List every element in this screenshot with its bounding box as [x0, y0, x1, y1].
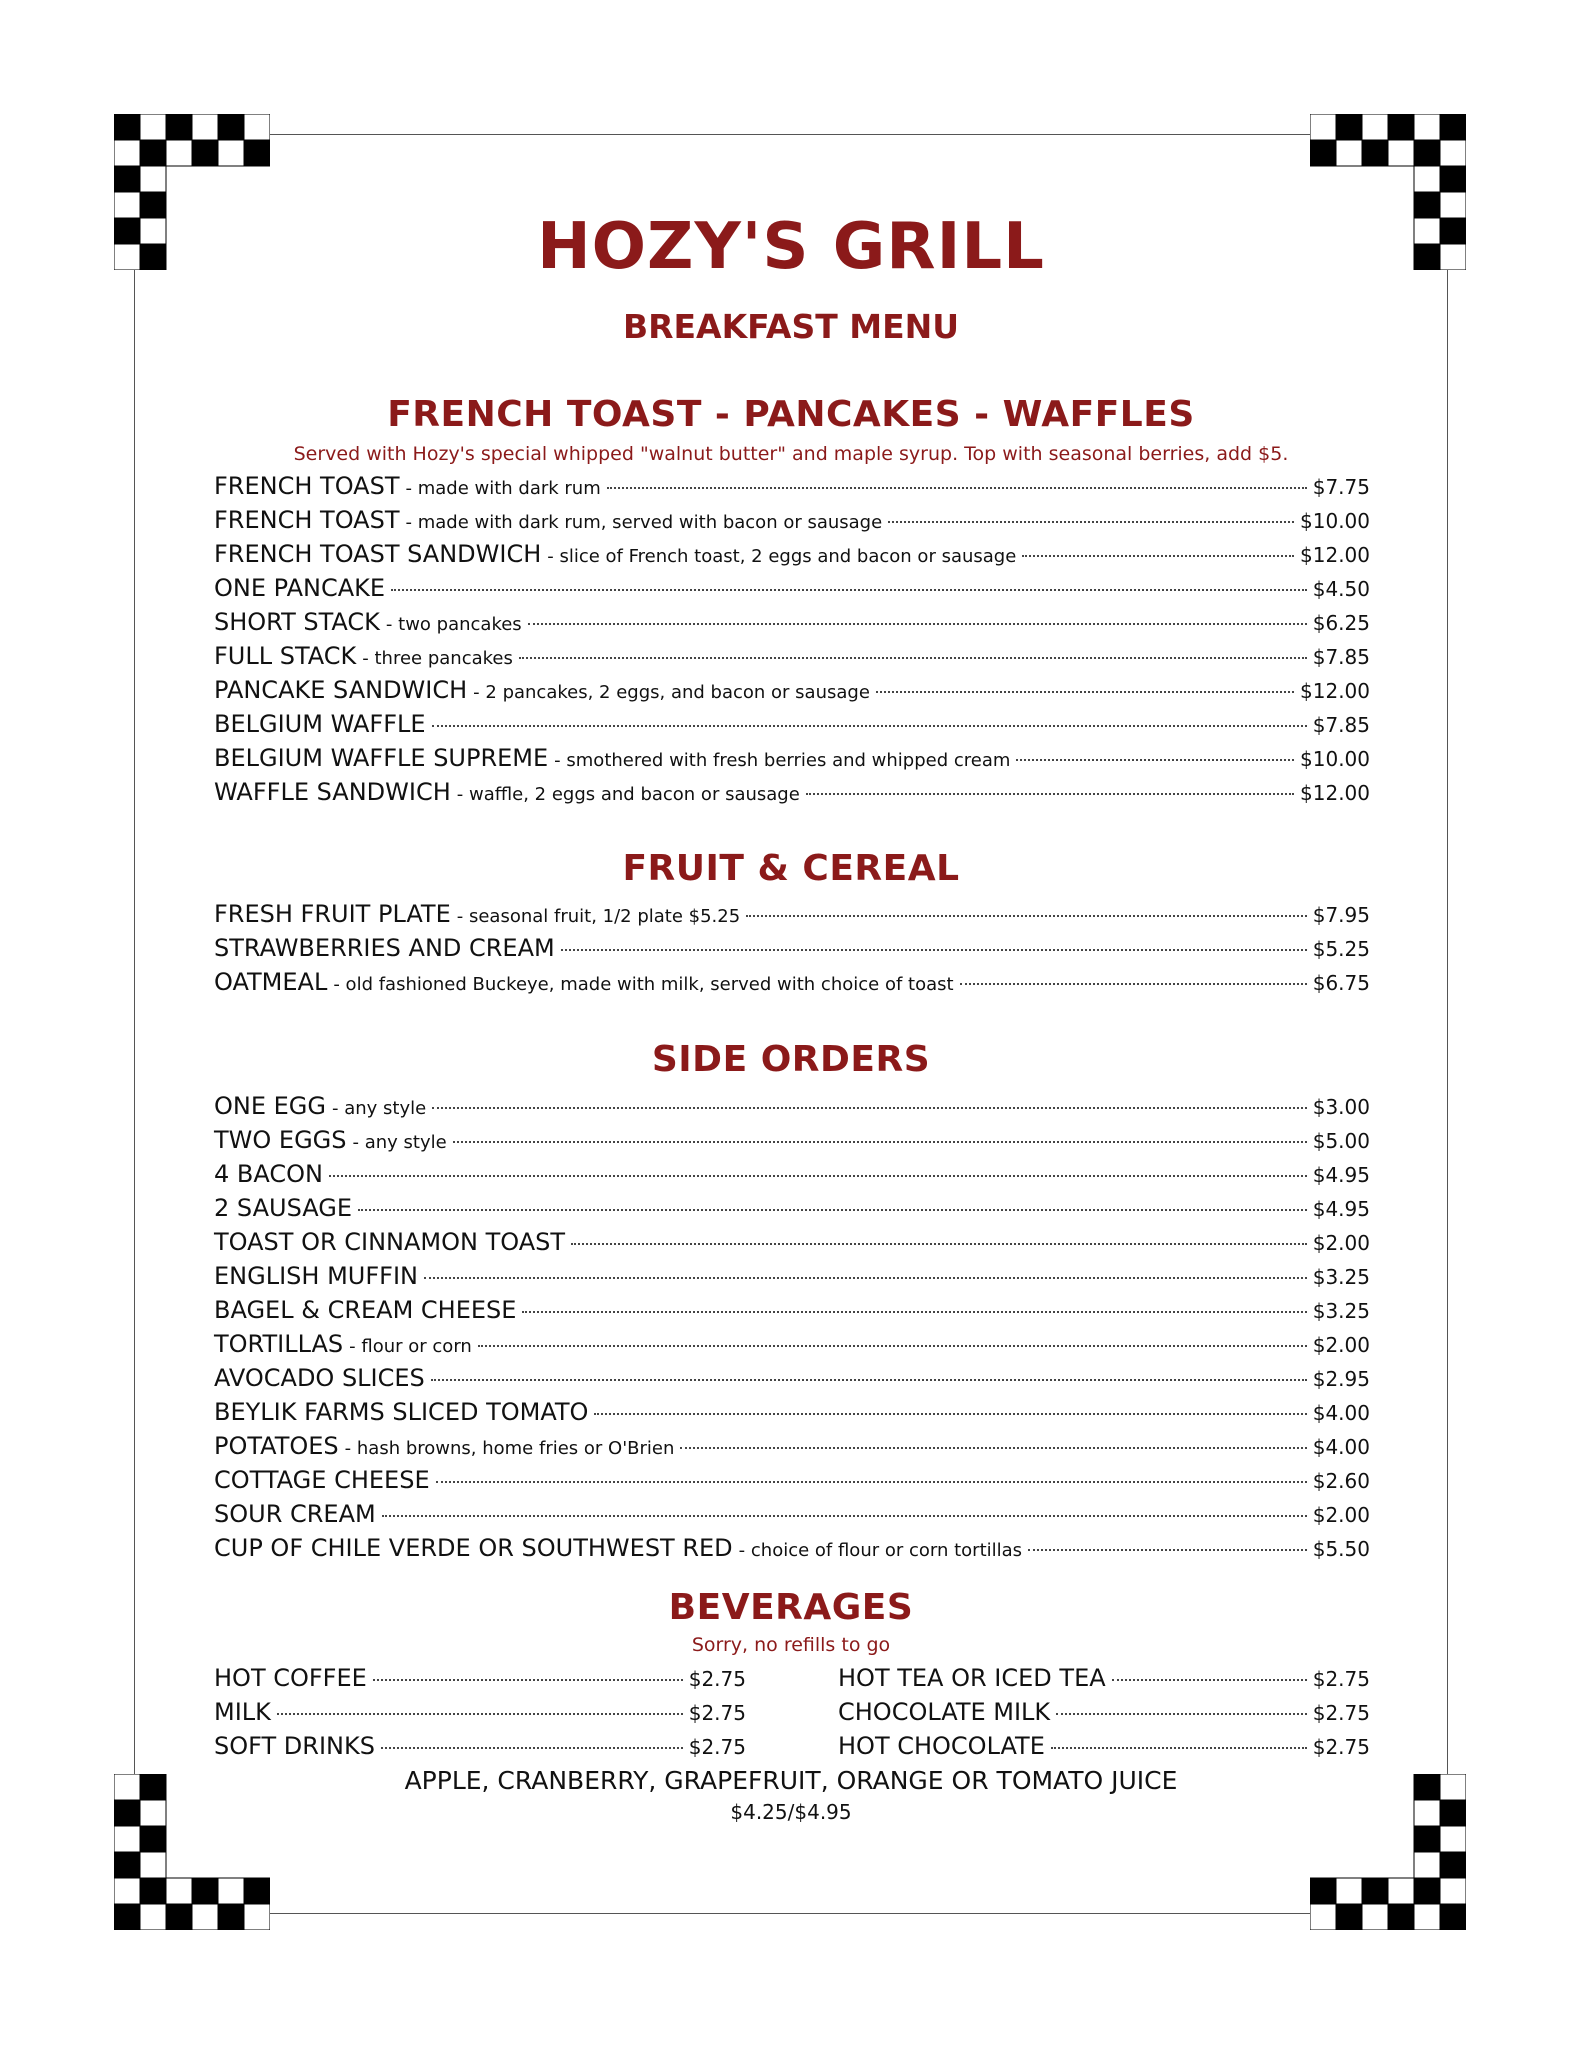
item-price: $5.25: [1312, 937, 1370, 961]
section-note-beverages: Sorry, no refills to go: [691, 1634, 891, 1656]
item-name: HOT CHOCOLATE: [838, 1732, 1045, 1760]
section-title-beverages: BEVERAGES: [668, 1587, 914, 1628]
dot-leader: [478, 1345, 1307, 1347]
item-price: $6.75: [1312, 971, 1370, 995]
dot-leader: [373, 1679, 683, 1681]
item-name: BELGIUM WAFFLE SUPREME: [214, 744, 549, 772]
menu-item: [214, 1126, 1370, 1160]
item-description: - slice of French toast, 2 eggs and bacon or sausage: [547, 546, 1017, 567]
item-description: - hash browns, home fries or O'Brien: [344, 1438, 675, 1459]
dot-leader: [1112, 1679, 1307, 1681]
item-price: $4.00: [1312, 1401, 1370, 1425]
item-price: $2.75: [1312, 1701, 1370, 1725]
section-title-french-toast: FRENCH TOAST - PANCAKES - WAFFLES: [387, 394, 1195, 435]
item-price: $12.00: [1300, 679, 1370, 703]
menu-item: [214, 608, 1370, 642]
dot-leader: [277, 1713, 683, 1715]
item-name: TWO EGGS: [214, 1126, 347, 1154]
item-name: MILK: [214, 1698, 271, 1726]
dot-leader: [607, 487, 1307, 489]
item-price: $2.75: [688, 1701, 746, 1725]
item-description: - 2 pancakes, 2 eggs, and bacon or sausage: [473, 682, 870, 703]
item-name: FRENCH TOAST: [214, 506, 400, 534]
item-description: - made with dark rum, served with bacon or sausage: [405, 512, 883, 533]
menu-item: [214, 676, 1370, 710]
item-price: $12.00: [1300, 781, 1370, 805]
item-price: $4.50: [1312, 577, 1370, 601]
item-name: 2 SAUSAGE: [214, 1194, 352, 1222]
dot-leader: [522, 1311, 1306, 1313]
item-name: POTATOES: [214, 1432, 339, 1460]
menu-item: [214, 1698, 746, 1732]
dot-leader: [431, 1379, 1307, 1381]
item-name: FRENCH TOAST SANDWICH: [214, 540, 542, 568]
item-name: BAGEL & CREAM CHEESE: [214, 1296, 517, 1324]
item-description: - choice of flour or corn tortillas: [738, 1540, 1023, 1561]
menu-item: [214, 968, 1370, 1002]
item-price: $12.00: [1300, 543, 1370, 567]
dot-leader: [528, 623, 1307, 625]
menu-item: [214, 1262, 1370, 1296]
item-description: - flour or corn: [349, 1336, 472, 1357]
menu-item: [214, 1092, 1370, 1126]
menu-item: [214, 1500, 1370, 1534]
item-description: - any style: [332, 1098, 427, 1119]
item-description: - any style: [352, 1132, 447, 1153]
item-price: $4.00: [1312, 1435, 1370, 1459]
menu-item: [214, 1732, 746, 1766]
dot-leader: [381, 1747, 683, 1749]
dot-leader: [680, 1447, 1306, 1449]
menu-item: [214, 1194, 1370, 1228]
item-name: STRAWBERRIES AND CREAM: [214, 934, 555, 962]
item-price: $3.25: [1312, 1299, 1370, 1323]
item-price: $2.00: [1312, 1231, 1370, 1255]
menu-item: [214, 574, 1370, 608]
item-description: - smothered with fresh berries and whipped cream: [554, 750, 1011, 771]
dot-leader: [594, 1413, 1306, 1415]
dot-leader: [876, 691, 1294, 693]
item-price: $2.00: [1312, 1333, 1370, 1357]
item-price: $7.85: [1312, 645, 1370, 669]
item-price: $6.25: [1312, 611, 1370, 635]
section-title-side-orders: SIDE ORDERS: [651, 1039, 931, 1080]
dot-leader: [519, 657, 1307, 659]
menu-item: [214, 1664, 746, 1698]
item-price: $10.00: [1300, 747, 1370, 771]
item-price: $2.95: [1312, 1367, 1370, 1391]
beverage-list-right: [838, 1664, 1370, 1766]
dot-leader: [432, 1107, 1307, 1109]
item-price: $7.95: [1312, 903, 1370, 927]
menu-item: [214, 1296, 1370, 1330]
dot-leader: [561, 949, 1307, 951]
item-name: CUP OF CHILE VERDE OR SOUTHWEST RED: [214, 1534, 733, 1562]
dot-leader: [329, 1175, 1307, 1177]
beverage-list-left: [214, 1664, 746, 1766]
menu-list-fruit-cereal: [214, 900, 1370, 1002]
item-name: TOAST OR CINNAMON TOAST: [214, 1228, 566, 1256]
menu-item: [214, 472, 1370, 506]
item-price: $5.50: [1312, 1537, 1370, 1561]
juice-line: APPLE, CRANBERRY, GRAPEFRUIT, ORANGE OR TOMATO JUICE: [404, 1766, 1178, 1795]
menu-subtitle: BREAKFAST MENU: [622, 307, 960, 346]
dot-leader: [432, 725, 1307, 727]
item-price: $2.00: [1312, 1503, 1370, 1527]
item-price: $4.95: [1312, 1197, 1370, 1221]
item-name: AVOCADO SLICES: [214, 1364, 425, 1392]
menu-item: [214, 642, 1370, 676]
menu-list-side-orders: [214, 1092, 1370, 1568]
dot-leader: [960, 983, 1307, 985]
dot-leader: [1051, 1747, 1307, 1749]
menu-item: [214, 1466, 1370, 1500]
item-price: $2.75: [1312, 1735, 1370, 1759]
item-description: - made with dark rum: [405, 478, 601, 499]
dot-leader: [888, 521, 1294, 523]
dot-leader: [358, 1209, 1307, 1211]
item-price: $7.85: [1312, 713, 1370, 737]
dot-leader: [1016, 759, 1294, 761]
item-name: SOFT DRINKS: [214, 1732, 375, 1760]
item-name: SHORT STACK: [214, 608, 380, 636]
menu-item: [214, 1432, 1370, 1466]
item-name: OATMEAL: [214, 968, 328, 996]
item-price: $10.00: [1300, 509, 1370, 533]
dot-leader: [424, 1277, 1307, 1279]
item-name: PANCAKE SANDWICH: [214, 676, 468, 704]
item-price: $2.75: [1312, 1667, 1370, 1691]
menu-item: [214, 1330, 1370, 1364]
item-description: - waffle, 2 eggs and bacon or sausage: [456, 784, 800, 805]
item-price: $3.25: [1312, 1265, 1370, 1289]
dot-leader: [746, 915, 1307, 917]
item-name: HOT COFFEE: [214, 1664, 367, 1692]
dot-leader: [1028, 1549, 1307, 1551]
item-name: HOT TEA OR ICED TEA: [838, 1664, 1106, 1692]
item-name: FULL STACK: [214, 642, 357, 670]
item-name: FRESH FRUIT PLATE: [214, 900, 451, 928]
dot-leader: [453, 1141, 1307, 1143]
dot-leader: [1022, 555, 1294, 557]
menu-item: [214, 1534, 1370, 1568]
menu-item: [214, 744, 1370, 778]
menu-item: [214, 1398, 1370, 1432]
menu-item: [838, 1664, 1370, 1698]
dot-leader: [1056, 1713, 1307, 1715]
item-price: $7.75: [1312, 475, 1370, 499]
dot-leader: [806, 793, 1294, 795]
menu-item: [214, 710, 1370, 744]
item-price: $5.00: [1312, 1129, 1370, 1153]
item-name: BELGIUM WAFFLE: [214, 710, 426, 738]
item-name: CHOCOLATE MILK: [838, 1698, 1051, 1726]
dot-leader: [391, 589, 1307, 591]
item-name: SOUR CREAM: [214, 1500, 376, 1528]
menu-item: [214, 1228, 1370, 1262]
menu-item: [214, 778, 1370, 812]
item-name: COTTAGE CHEESE: [214, 1466, 430, 1494]
item-name: ENGLISH MUFFIN: [214, 1262, 418, 1290]
item-price: $4.95: [1312, 1163, 1370, 1187]
item-name: WAFFLE SANDWICH: [214, 778, 451, 806]
restaurant-title: HOZY'S GRILL: [537, 210, 1045, 284]
item-price: $2.75: [688, 1735, 746, 1759]
menu-item: [838, 1698, 1370, 1732]
item-name: ONE PANCAKE: [214, 574, 386, 602]
menu-item: [214, 934, 1370, 968]
section-title-fruit-cereal: FRUIT & CEREAL: [622, 848, 960, 889]
item-description: - old fashioned Buckeye, made with milk, served with choice of toast: [333, 974, 954, 995]
menu-item: [214, 900, 1370, 934]
item-description: - two pancakes: [385, 614, 522, 635]
item-name: BEYLIK FARMS SLICED TOMATO: [214, 1398, 589, 1426]
juice-price: $4.25/$4.95: [730, 1800, 852, 1824]
dot-leader: [571, 1243, 1307, 1245]
dot-leader: [382, 1515, 1307, 1517]
item-description: - three pancakes: [362, 648, 513, 669]
menu-item: [214, 506, 1370, 540]
item-price: $2.75: [688, 1667, 746, 1691]
item-price: $3.00: [1312, 1095, 1370, 1119]
menu-item: [214, 1160, 1370, 1194]
section-note-french-toast: Served with Hozy's special whipped "walnut butter" and maple syrup. Top with seasonal berries, add $5.: [293, 443, 1289, 465]
item-price: $2.60: [1312, 1469, 1370, 1493]
menu-item: [214, 540, 1370, 574]
menu-item: [838, 1732, 1370, 1766]
menu-item: [214, 1364, 1370, 1398]
item-name: FRENCH TOAST: [214, 472, 400, 500]
menu-list-french-toast: [214, 472, 1370, 812]
item-name: ONE EGG: [214, 1092, 326, 1120]
item-name: 4 BACON: [214, 1160, 323, 1188]
item-description: - seasonal fruit, 1/2 plate $5.25: [456, 906, 741, 927]
dot-leader: [436, 1481, 1307, 1483]
item-name: TORTILLAS: [214, 1330, 344, 1358]
